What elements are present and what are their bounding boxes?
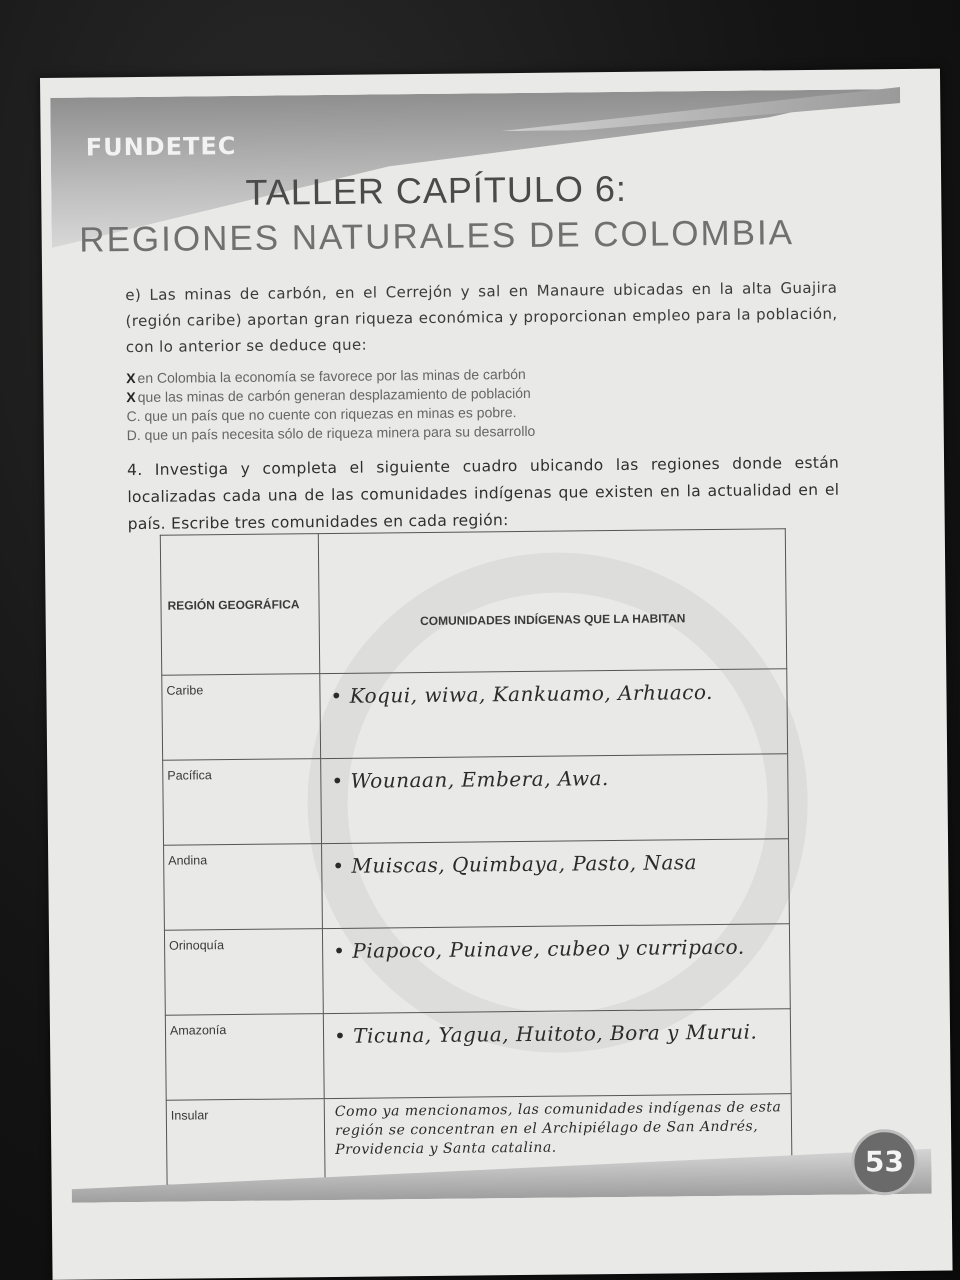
page-subtitle: REGIONES NATURALES DE COLOMBIA bbox=[79, 213, 795, 260]
region-cell: Pacífica bbox=[163, 759, 322, 846]
option-d bbox=[127, 421, 647, 445]
table-row bbox=[164, 839, 790, 931]
region-cell: Caribe bbox=[162, 674, 321, 761]
answer-cell: • Muiscas, Quimbaya, Pasto, Nasa bbox=[322, 839, 790, 929]
communities-table bbox=[160, 528, 793, 1186]
question-e-options bbox=[126, 364, 647, 445]
question-4-text: 4. Investiga y completa el siguiente cuadro ubicando las regiones donde están localizadas cada una de las comunidades indígenas que existen en la actualidad en el país. Escribe tres comunidades en cada región: bbox=[127, 453, 840, 534]
option-mark: X bbox=[126, 389, 136, 406]
table-header-row bbox=[160, 529, 786, 676]
option-text: D. que un país necesita sólo de riqueza minera para su desarrollo bbox=[126, 422, 536, 444]
page-number-badge: 53 bbox=[851, 1129, 918, 1196]
answer-cell: • Wounaan, Embera, Awa. bbox=[321, 754, 789, 844]
option-text: C. que un país que no cuente con riquezas en minas es pobre. bbox=[126, 404, 517, 425]
answer-cell: • Koqui, wiwa, Kankuamo, Arhuaco. bbox=[320, 669, 788, 759]
answer-cell: • Piapoco, Puinave, cubeo y curripaco. bbox=[322, 924, 790, 1014]
question-e-text: e) Las minas de carbón, en el Cerrejón y sal en Manaure ubicadas en la alta Guajira (región caribe) aportan gran riqueza económica y proporcionan empleo para la población, con lo anterior se deduce que: bbox=[125, 278, 838, 357]
answer-cell: Como ya mencionamos, las comunidades indígenas de esta región se concentran en el Archipiélago de San Andrés, Providencia y Santa catalina. bbox=[324, 1094, 792, 1184]
region-cell: Insular bbox=[166, 1099, 325, 1186]
option-mark: X bbox=[126, 370, 136, 387]
table-row bbox=[163, 754, 789, 846]
region-cell: Amazonía bbox=[165, 1014, 324, 1101]
region-cell: Orinoquía bbox=[164, 929, 323, 1016]
brand-logo: FUNDETEC bbox=[85, 131, 237, 162]
header-region: REGIÓN GEOGRÁFICA bbox=[160, 534, 319, 676]
worksheet-page bbox=[40, 69, 953, 1280]
page-title: TALLER CAPÍTULO 6: bbox=[245, 167, 628, 213]
region-cell: Andina bbox=[164, 844, 323, 931]
answer-cell: • Ticuna, Yagua, Huitoto, Bora y Murui. bbox=[323, 1009, 791, 1099]
option-text: en Colombia la economía se favorece por las minas de carbón bbox=[137, 365, 526, 386]
option-text: que las minas de carbón generan desplazamiento de población bbox=[137, 384, 531, 405]
header-communities: COMUNIDADES INDÍGENAS QUE LA HABITAN bbox=[318, 529, 786, 674]
table-row bbox=[165, 1009, 791, 1101]
table-row bbox=[164, 924, 790, 1016]
table-row bbox=[162, 669, 788, 761]
